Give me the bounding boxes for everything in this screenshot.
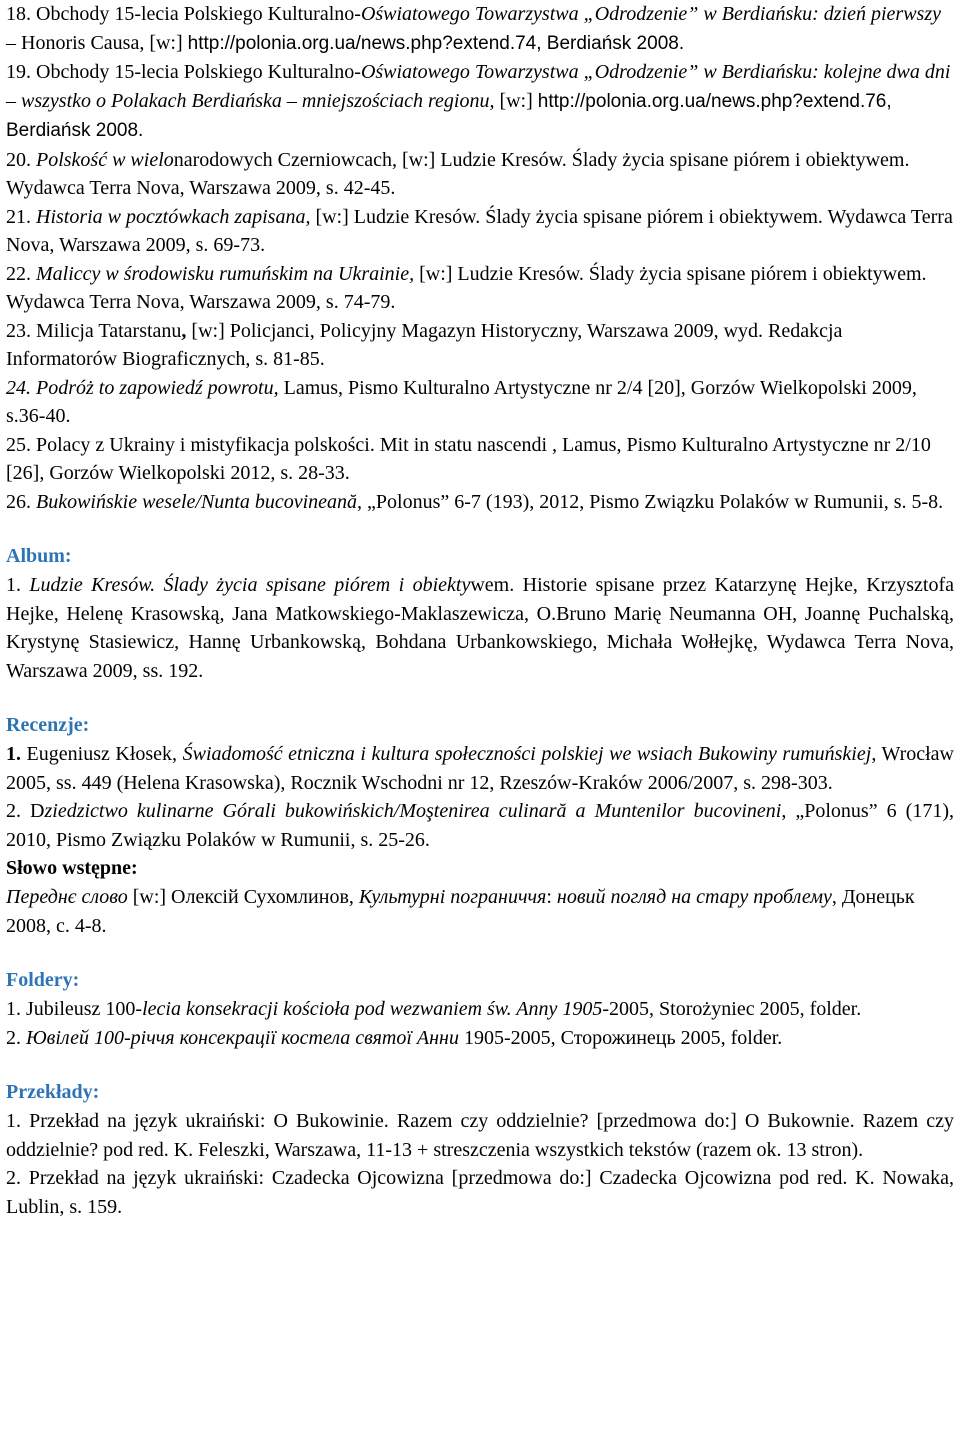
entry-number: 19.: [6, 61, 31, 83]
entry-number: 18.: [6, 3, 31, 25]
folder-entry-1: 1. Jubileusz 100-lecia konsekracji kościoła pod wezwaniem św. Anny 1905-2005, Storożyniec 2005, folder.: [6, 998, 862, 1020]
entry-number: 22.: [6, 262, 31, 285]
section-heading-recenzje: Recenzje:: [6, 714, 90, 736]
entry-number: 26.: [6, 490, 31, 513]
spacer: [6, 685, 954, 711]
section-heading-slowo-wstepne: Słowo wstępne:: [6, 857, 138, 879]
entry-number: 23.: [6, 319, 31, 342]
entry-number: 2.: [6, 1167, 21, 1189]
spacer: [6, 1052, 954, 1078]
entry-number: 21.: [6, 205, 31, 228]
entry-number: 1.: [6, 574, 21, 596]
review-entry-1: 1. Eugeniusz Kłosek, Świadomość etniczna i kultura społeczności polskiej we wsiach Bukowiny rumuńskiej, Wrocław 2005, ss. 449 (Helena Krasowska), Rocznik Wschodni nr 12, Rzeszów-Kraków 2006/2007, s. 298-303.: [6, 743, 954, 794]
translation-entry-1: 1. Przekład na język ukraiński: O Bukowinie. Razem czy oddzielnie? [przedmowa do:] O Bukownie. Razem czy oddzielnie? pod red. K. Feleszki, Warszawa, 11-13 + streszczenia wszystkich tekstów (razem ok. 13 stron).: [6, 1110, 954, 1161]
section-heading-przeklady: Przekłady:: [6, 1081, 100, 1103]
review-entry-2: 2. Dziedzictwo kulinarne Górali bukowińskich/Moştenirea culinară a Muntenilor bucovineni, „Polonus” 6 (171), 2010, Pismo Związku Polaków w Rumunii, s. 25-26.: [6, 800, 954, 851]
spacer: [6, 516, 954, 542]
entry-19: 19. Obchody 15-lecia Polskiego Kulturalno-Oświatowego Towarzystwa „Odrodzenie” w Berdiańsku: kolejne dwa dni – wszystko o Polakach Berdiańska – mniejszościach regionu, [w:] http://polonia.org.ua/news.php?extend.76, Berdiańsk 2008.: [6, 61, 951, 141]
entry-link[interactable]: http://polonia.org.ua/news.php?extend.74, Berdiańsk 2008.: [187, 32, 685, 54]
entry-number: 2.: [6, 1026, 21, 1049]
entry-18: 18. Obchody 15-lecia Polskiego Kulturalno-Oświatowego Towarzystwa „Odrodzenie” w Berdiańsku: dzień pierwszy – Honoris Causa, [w:] http://polonia.org.ua/news.php?extend.74, Berdiańsk 2008.: [6, 3, 941, 54]
album-entry: 1. Ludzie Kresów. Ślady życia spisane piórem i obiektywem. Historie spisane przez Katarzynę Hejke, Krzysztofa Hejke, Helenę Krasowską, Jana Matkowskiego-Maklaszewicza, O.Bruno Marię Neumanna OH, Joannę Puchalską, Krystynę Stasiewicz, Hannę Urbankowską, Bohdana Urbankowskiego, Michała Wołłejkę, Wydawca Terra Nova, Warszawa 2009, ss. 192.: [6, 574, 954, 682]
entry-25: 25. Polacy z Ukrainy i mistyfikacja polskości. Mit in statu nascendi , Lamus, Pismo Kulturalno Artystyczne nr 2/10 [26], Gorzów Wielkopolski 2012, s. 28-33.: [6, 433, 931, 484]
entry-number: 1.: [6, 743, 21, 765]
entry-number: 1.: [6, 998, 21, 1020]
entry-23: 23. Milicja Tatarstanu, [w:] Policjanci, Policyjny Magazyn Historyczny, Warszawa 2009, wyd. Redakcja Informatorów Biograficznych, s. 81-85.: [6, 319, 843, 370]
entry-link[interactable]: http://polonia.org.ua/news.php?extend.76, Berdiańsk 2008.: [6, 90, 892, 141]
entry-22: 22. Maliccy w środowisku rumuńskim na Ukrainie, [w:] Ludzie Kresów. Ślady życia spisane piórem i obiektywem. Wydawca Terra Nova, Warszawa 2009, s. 74-79.: [6, 262, 927, 313]
entry-26: 26. Bukowińskie wesele/Nunta bucovineană, „Polonus” 6-7 (193), 2012, Pismo Związku Polaków w Rumunii, s. 5-8.: [6, 490, 944, 513]
folder-entry-2: 2. Ювілей 100-річчя консекрації костела святої Анни 1905-2005, Сторожинець 2005, folder.: [6, 1026, 783, 1049]
spacer: [6, 940, 954, 966]
entry-21: 21. Historia w pocztówkach zapisana, [w:] Ludzie Kresów. Ślady życia spisane piórem i obiektywem. Wydawca Terra Nova, Warszawa 2009, s. 69-73.: [6, 205, 953, 256]
section-heading-foldery: Foldery:: [6, 969, 80, 991]
entry-number: 24.: [6, 376, 31, 399]
foreword-entry: Переднє слово [w:] Олексій Сухомлинов, Культурні пограниччя: новий погляд на стару проблему, Донецьк 2008, с. 4-8.: [6, 886, 915, 937]
entry-number: 20.: [6, 148, 31, 171]
translation-entry-2: 2. Przekład na język ukraiński: Czadecka Ojcowizna [przedmowa do:] Czadecka Ojcowizna pod red. K. Nowaka, Lublin, s. 159.: [6, 1167, 954, 1218]
entry-number: 25.: [6, 433, 31, 456]
entry-number: 2.: [6, 800, 21, 822]
section-heading-album: Album:: [6, 545, 72, 567]
entry-number: 1.: [6, 1110, 21, 1132]
entry-24: 24. Podróż to zapowiedź powrotu, Lamus, Pismo Kulturalno Artystyczne nr 2/4 [20], Gorzów Wielkopolski 2009, s.36-40.: [6, 376, 917, 427]
entry-20: 20. Polskość w wielonarodowych Czerniowcach, [w:] Ludzie Kresów. Ślady życia spisane piórem i obiektywem. Wydawca Terra Nova, Warszawa 2009, s. 42-45.: [6, 148, 910, 199]
